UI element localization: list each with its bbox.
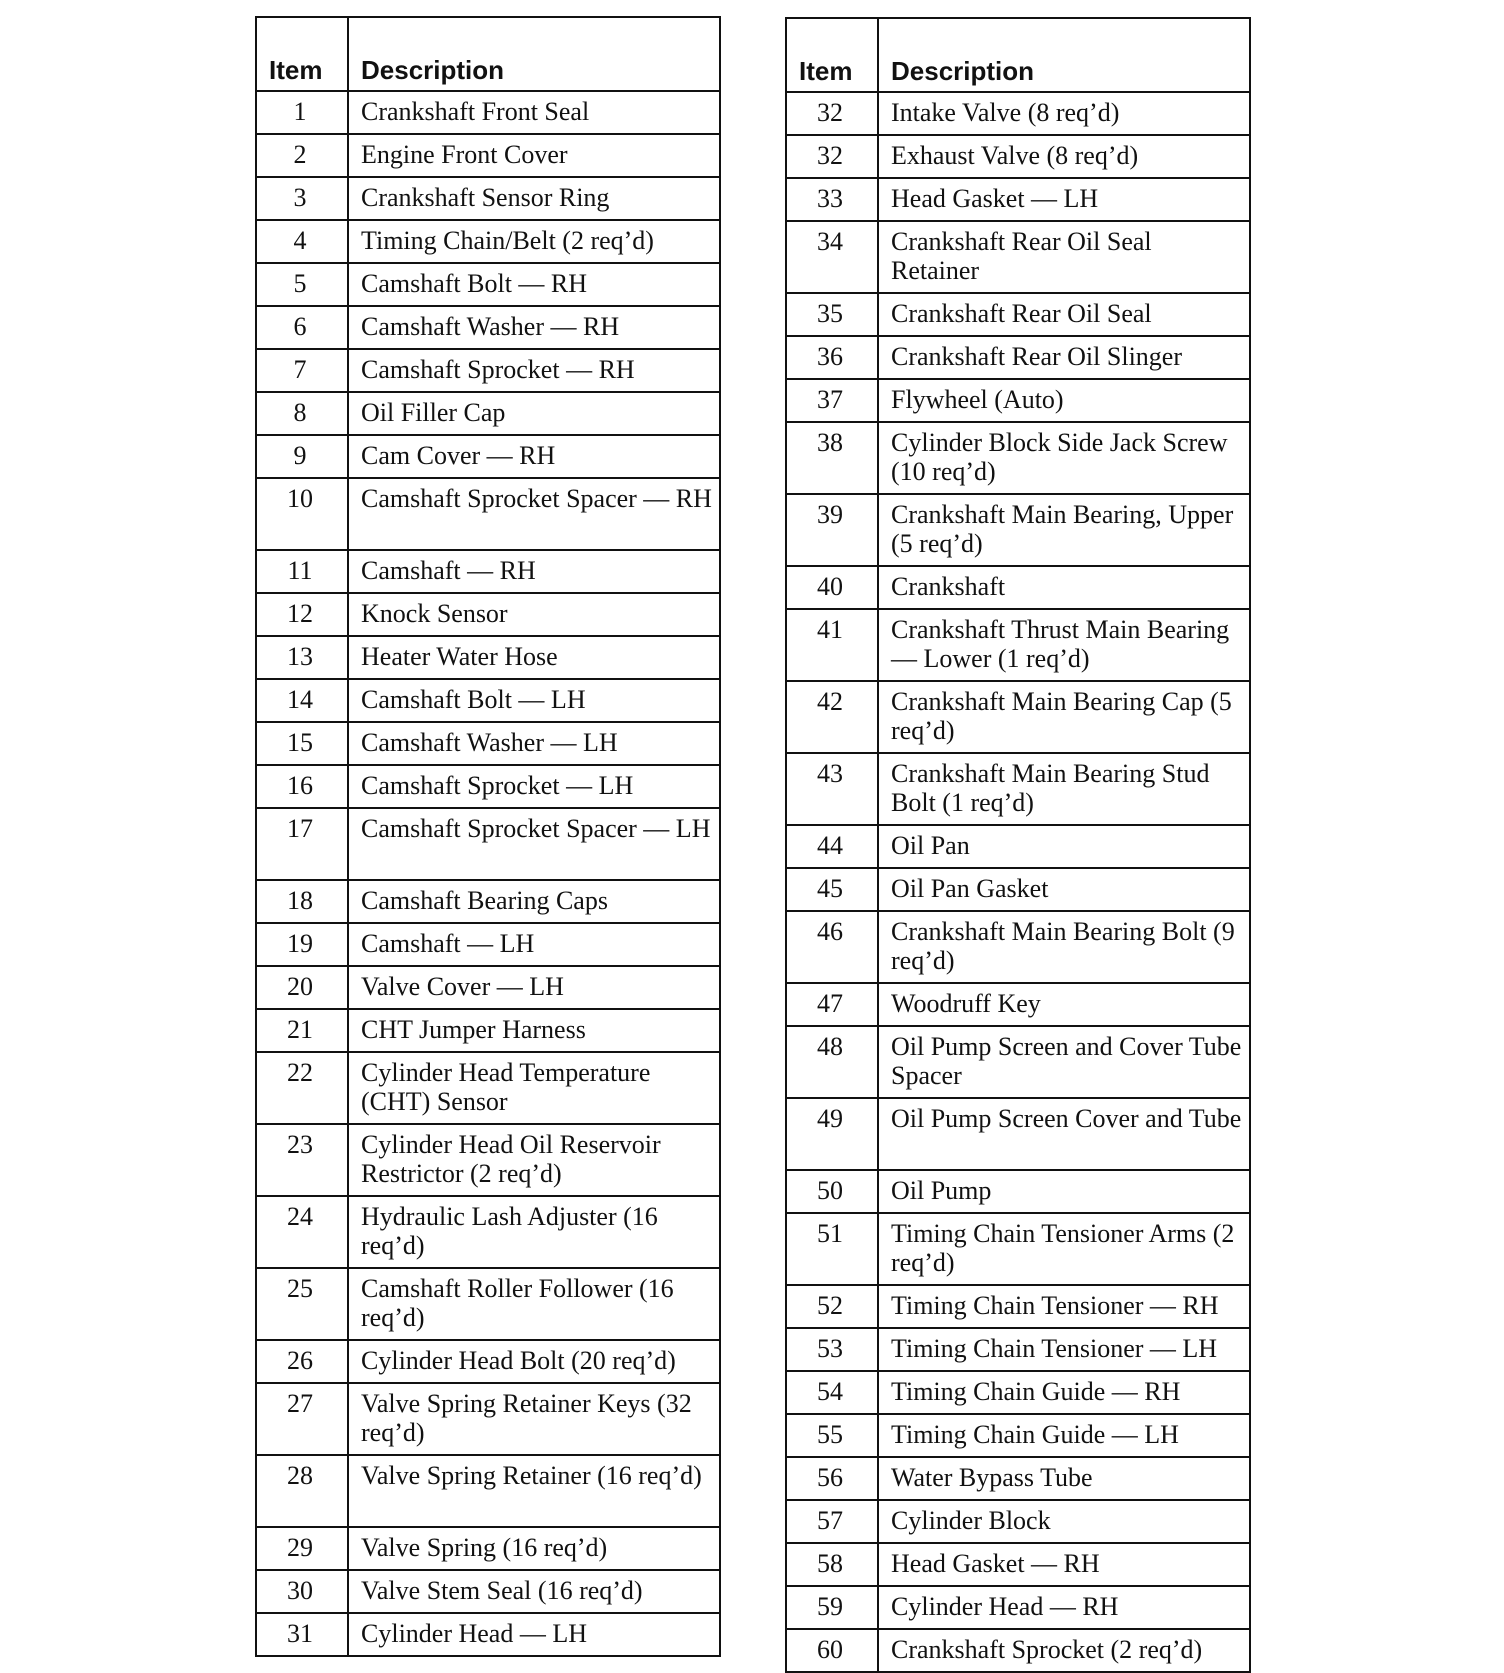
item-number-cell: 46 [786, 911, 878, 983]
table-row [786, 1500, 1250, 1543]
description-cell: Cylinder Head — RH [878, 1586, 1250, 1629]
description-cell: Cylinder Head Oil Reservoir Restrictor (2 req’d) [348, 1124, 720, 1196]
parts-table-left [255, 16, 721, 1657]
description-cell: Camshaft Sprocket Spacer — RH [348, 478, 720, 550]
item-column-header: Item [256, 17, 348, 91]
item-number-cell: 29 [256, 1527, 348, 1570]
table-row [256, 880, 720, 923]
description-cell: Knock Sensor [348, 593, 720, 636]
table-row [256, 765, 720, 808]
item-number-cell: 12 [256, 593, 348, 636]
description-cell: Timing Chain Guide — RH [878, 1371, 1250, 1414]
description-cell: Crankshaft Front Seal [348, 91, 720, 134]
description-cell: Camshaft Roller Follower (16 req’d) [348, 1268, 720, 1340]
description-cell: Cylinder Head Temperature (CHT) Sensor [348, 1052, 720, 1124]
table-row [786, 336, 1250, 379]
item-number-cell: 53 [786, 1328, 878, 1371]
item-number-cell: 59 [786, 1586, 878, 1629]
item-number-cell: 10 [256, 478, 348, 550]
description-cell: Camshaft Bolt — LH [348, 679, 720, 722]
item-number-cell: 8 [256, 392, 348, 435]
table-row [786, 609, 1250, 681]
table-row [256, 923, 720, 966]
table-row [786, 1414, 1250, 1457]
table-row [256, 550, 720, 593]
table-row [256, 478, 720, 550]
description-cell: Oil Pump Screen Cover and Tube [878, 1098, 1250, 1170]
description-cell: Engine Front Cover [348, 134, 720, 177]
table-row [786, 566, 1250, 609]
description-cell: Valve Spring Retainer Keys (32 req’d) [348, 1383, 720, 1455]
description-cell: Crankshaft Rear Oil Seal [878, 293, 1250, 336]
table-row [256, 1570, 720, 1613]
item-number-cell: 16 [256, 765, 348, 808]
description-cell: Heater Water Hose [348, 636, 720, 679]
item-number-cell: 39 [786, 494, 878, 566]
item-number-cell: 2 [256, 134, 348, 177]
item-number-cell: 45 [786, 868, 878, 911]
table-row [786, 753, 1250, 825]
parts-table-left-body [256, 91, 720, 1656]
table-row [256, 808, 720, 880]
table-row [256, 220, 720, 263]
table-row [786, 92, 1250, 135]
description-cell: Valve Stem Seal (16 req’d) [348, 1570, 720, 1613]
table-row [256, 134, 720, 177]
parts-table-right-body [786, 92, 1250, 1672]
table-row [786, 1328, 1250, 1371]
item-number-cell: 34 [786, 221, 878, 293]
item-number-cell: 22 [256, 1052, 348, 1124]
table-row [786, 293, 1250, 336]
description-cell: Head Gasket — RH [878, 1543, 1250, 1586]
description-column-header: Description [348, 17, 720, 91]
description-cell: Oil Pan Gasket [878, 868, 1250, 911]
table-row [256, 679, 720, 722]
item-number-cell: 27 [256, 1383, 348, 1455]
item-number-cell: 60 [786, 1629, 878, 1672]
description-cell: Oil Filler Cap [348, 392, 720, 435]
table-row [256, 306, 720, 349]
table-row [256, 1613, 720, 1656]
item-number-cell: 48 [786, 1026, 878, 1098]
table-row [256, 966, 720, 1009]
item-number-cell: 52 [786, 1285, 878, 1328]
item-number-cell: 31 [256, 1613, 348, 1656]
item-number-cell: 4 [256, 220, 348, 263]
item-number-cell: 6 [256, 306, 348, 349]
table-row [786, 221, 1250, 293]
item-number-cell: 50 [786, 1170, 878, 1213]
table-row [256, 91, 720, 134]
item-number-cell: 21 [256, 1009, 348, 1052]
item-column-header: Item [786, 18, 878, 92]
description-cell: Crankshaft Main Bearing Bolt (9 req’d) [878, 911, 1250, 983]
item-number-cell: 42 [786, 681, 878, 753]
description-cell: Camshaft Washer — RH [348, 306, 720, 349]
item-number-cell: 32 [786, 135, 878, 178]
description-cell: Timing Chain Guide — LH [878, 1414, 1250, 1457]
item-number-cell: 30 [256, 1570, 348, 1613]
description-cell: Camshaft Sprocket — LH [348, 765, 720, 808]
table-row [256, 593, 720, 636]
table-row [786, 1371, 1250, 1414]
description-cell: Camshaft — RH [348, 550, 720, 593]
item-number-cell: 37 [786, 379, 878, 422]
table-row [786, 135, 1250, 178]
item-number-cell: 14 [256, 679, 348, 722]
item-number-cell: 33 [786, 178, 878, 221]
item-number-cell: 54 [786, 1371, 878, 1414]
table-row [256, 1383, 720, 1455]
item-number-cell: 17 [256, 808, 348, 880]
table-row [256, 263, 720, 306]
table-row [786, 1629, 1250, 1672]
description-cell: Valve Spring Retainer (16 req’d) [348, 1455, 720, 1527]
table-row [786, 868, 1250, 911]
item-number-cell: 41 [786, 609, 878, 681]
item-number-cell: 49 [786, 1098, 878, 1170]
table-row [786, 494, 1250, 566]
table-row [786, 1543, 1250, 1586]
table-row [786, 911, 1250, 983]
item-number-cell: 11 [256, 550, 348, 593]
item-number-cell: 28 [256, 1455, 348, 1527]
item-number-cell: 57 [786, 1500, 878, 1543]
description-cell: Timing Chain Tensioner — RH [878, 1285, 1250, 1328]
description-cell: Timing Chain Tensioner — LH [878, 1328, 1250, 1371]
description-cell: Flywheel (Auto) [878, 379, 1250, 422]
table-row [786, 825, 1250, 868]
table-row [786, 983, 1250, 1026]
description-cell: Oil Pan [878, 825, 1250, 868]
description-cell: Timing Chain/Belt (2 req’d) [348, 220, 720, 263]
table-row [786, 422, 1250, 494]
table-row [786, 1098, 1250, 1170]
description-cell: Woodruff Key [878, 983, 1250, 1026]
table-row [786, 379, 1250, 422]
description-cell: Camshaft Sprocket — RH [348, 349, 720, 392]
description-cell: Crankshaft Rear Oil Seal Retainer [878, 221, 1250, 293]
table-row [256, 1340, 720, 1383]
item-number-cell: 47 [786, 983, 878, 1026]
item-number-cell: 1 [256, 91, 348, 134]
description-cell: Crankshaft Main Bearing Stud Bolt (1 req’d) [878, 753, 1250, 825]
table-row [256, 177, 720, 220]
header-row [786, 18, 1250, 92]
item-number-cell: 15 [256, 722, 348, 765]
table-row [786, 1457, 1250, 1500]
description-cell: Cylinder Block [878, 1500, 1250, 1543]
table-row [786, 1170, 1250, 1213]
description-cell: Crankshaft Sprocket (2 req’d) [878, 1629, 1250, 1672]
table-row [786, 1586, 1250, 1629]
table-row [256, 1527, 720, 1570]
item-number-cell: 20 [256, 966, 348, 1009]
description-cell: Intake Valve (8 req’d) [878, 92, 1250, 135]
table-row [786, 681, 1250, 753]
item-number-cell: 24 [256, 1196, 348, 1268]
table-row [256, 1124, 720, 1196]
description-cell: Valve Spring (16 req’d) [348, 1527, 720, 1570]
item-number-cell: 51 [786, 1213, 878, 1285]
table-row [786, 1285, 1250, 1328]
description-cell: Crankshaft Main Bearing Cap (5 req’d) [878, 681, 1250, 753]
description-cell: Head Gasket — LH [878, 178, 1250, 221]
item-number-cell: 58 [786, 1543, 878, 1586]
description-cell: Oil Pump Screen and Cover Tube Spacer [878, 1026, 1250, 1098]
description-cell: Exhaust Valve (8 req’d) [878, 135, 1250, 178]
description-cell: Timing Chain Tensioner Arms (2 req’d) [878, 1213, 1250, 1285]
table-row [786, 1026, 1250, 1098]
description-column-header: Description [878, 18, 1250, 92]
item-number-cell: 25 [256, 1268, 348, 1340]
table-row [256, 435, 720, 478]
item-number-cell: 7 [256, 349, 348, 392]
description-cell: Crankshaft Sensor Ring [348, 177, 720, 220]
item-number-cell: 26 [256, 1340, 348, 1383]
item-number-cell: 55 [786, 1414, 878, 1457]
description-cell: Valve Cover — LH [348, 966, 720, 1009]
description-cell: Camshaft — LH [348, 923, 720, 966]
table-row [256, 1455, 720, 1527]
table-row [256, 722, 720, 765]
description-cell: Camshaft Washer — LH [348, 722, 720, 765]
description-cell: CHT Jumper Harness [348, 1009, 720, 1052]
description-cell: Crankshaft Rear Oil Slinger [878, 336, 1250, 379]
description-cell: Camshaft Bolt — RH [348, 263, 720, 306]
description-cell: Crankshaft [878, 566, 1250, 609]
item-number-cell: 5 [256, 263, 348, 306]
description-cell: Cylinder Head — LH [348, 1613, 720, 1656]
table-row [256, 349, 720, 392]
parts-table-right [785, 17, 1251, 1673]
item-number-cell: 40 [786, 566, 878, 609]
table-row [256, 1196, 720, 1268]
item-number-cell: 23 [256, 1124, 348, 1196]
item-number-cell: 38 [786, 422, 878, 494]
description-cell: Camshaft Sprocket Spacer — LH [348, 808, 720, 880]
item-number-cell: 32 [786, 92, 878, 135]
description-cell: Crankshaft Thrust Main Bearing — Lower (1 req’d) [878, 609, 1250, 681]
item-number-cell: 43 [786, 753, 878, 825]
description-cell: Hydraulic Lash Adjuster (16 req’d) [348, 1196, 720, 1268]
item-number-cell: 3 [256, 177, 348, 220]
table-row [786, 1213, 1250, 1285]
table-row [256, 1009, 720, 1052]
description-cell: Camshaft Bearing Caps [348, 880, 720, 923]
table-row [786, 178, 1250, 221]
header-row [256, 17, 720, 91]
description-cell: Oil Pump [878, 1170, 1250, 1213]
description-cell: Cylinder Head Bolt (20 req’d) [348, 1340, 720, 1383]
item-number-cell: 9 [256, 435, 348, 478]
table-row [256, 1268, 720, 1340]
description-cell: Cam Cover — RH [348, 435, 720, 478]
description-cell: Crankshaft Main Bearing, Upper (5 req’d) [878, 494, 1250, 566]
table-row [256, 1052, 720, 1124]
table-row [256, 392, 720, 435]
item-number-cell: 35 [786, 293, 878, 336]
item-number-cell: 19 [256, 923, 348, 966]
item-number-cell: 36 [786, 336, 878, 379]
description-cell: Cylinder Block Side Jack Screw (10 req’d) [878, 422, 1250, 494]
item-number-cell: 18 [256, 880, 348, 923]
item-number-cell: 56 [786, 1457, 878, 1500]
description-cell: Water Bypass Tube [878, 1457, 1250, 1500]
table-row [256, 636, 720, 679]
item-number-cell: 13 [256, 636, 348, 679]
item-number-cell: 44 [786, 825, 878, 868]
